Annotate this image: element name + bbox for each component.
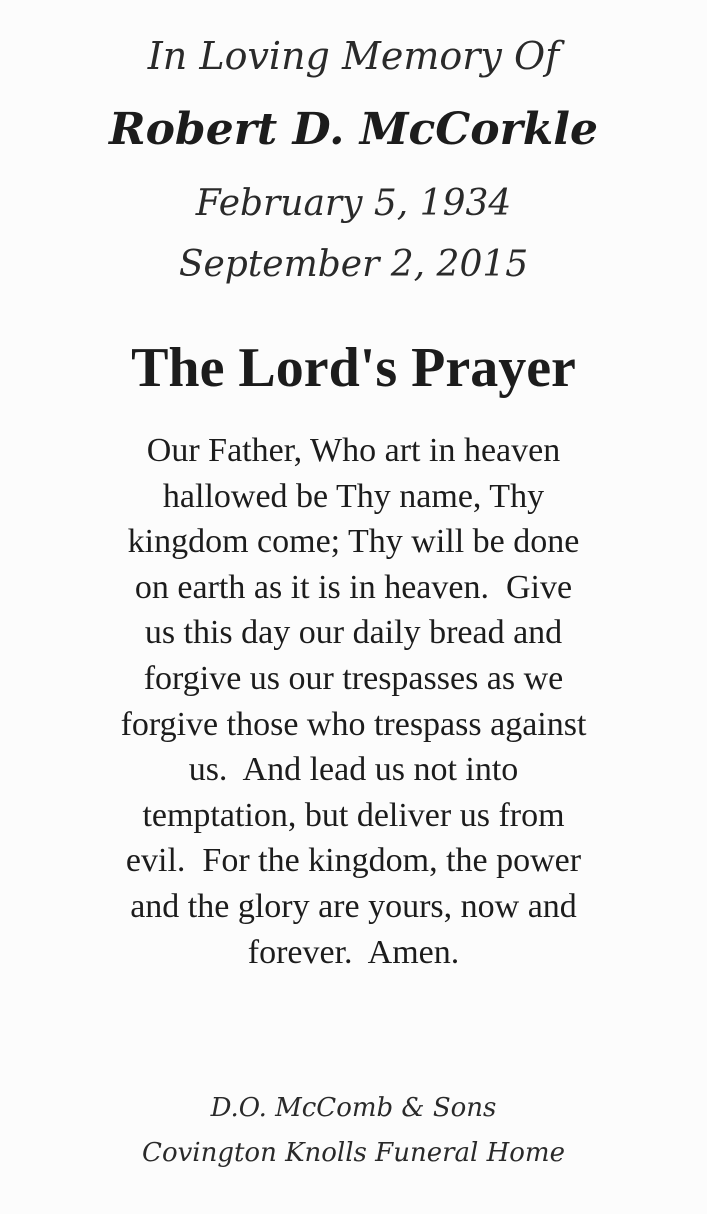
prayer-line: evil. For the kingdom, the power: [125, 842, 582, 880]
prayer-line: kingdom come; Thy will be done: [127, 523, 580, 561]
prayer-line: on earth as it is in heaven. Give: [134, 568, 573, 606]
prayer-line: hallowed be Thy name, Thy: [162, 477, 545, 515]
prayer-line: forgive those who trespass against: [120, 705, 587, 743]
prayer-line: and the glory are yours, now and: [130, 887, 577, 925]
funeral-home-owner: D.O. McComb & Sons: [210, 1093, 497, 1123]
prayer-title: The Lord's Prayer: [131, 337, 576, 399]
funeral-home-name: Covington Knolls Funeral Home: [142, 1138, 565, 1168]
prayer-text: [0, 428, 707, 975]
prayer-line: us. And lead us not into: [188, 751, 519, 789]
prayer-line: us this day our daily bread and: [144, 614, 563, 652]
prayer-line: Our Father, Who art in heaven: [146, 432, 561, 469]
prayer-line: forgive us our trespasses as we: [143, 659, 564, 697]
deceased-name: Robert D. McCorkle: [109, 104, 598, 155]
memory-intro: In Loving Memory Of: [147, 34, 560, 78]
birth-date: February 5, 1934: [195, 183, 512, 224]
prayer-line: temptation, but deliver us from: [142, 796, 565, 834]
death-date: September 2, 2015: [178, 244, 529, 285]
prayer-line: forever. Amen.: [247, 933, 460, 971]
